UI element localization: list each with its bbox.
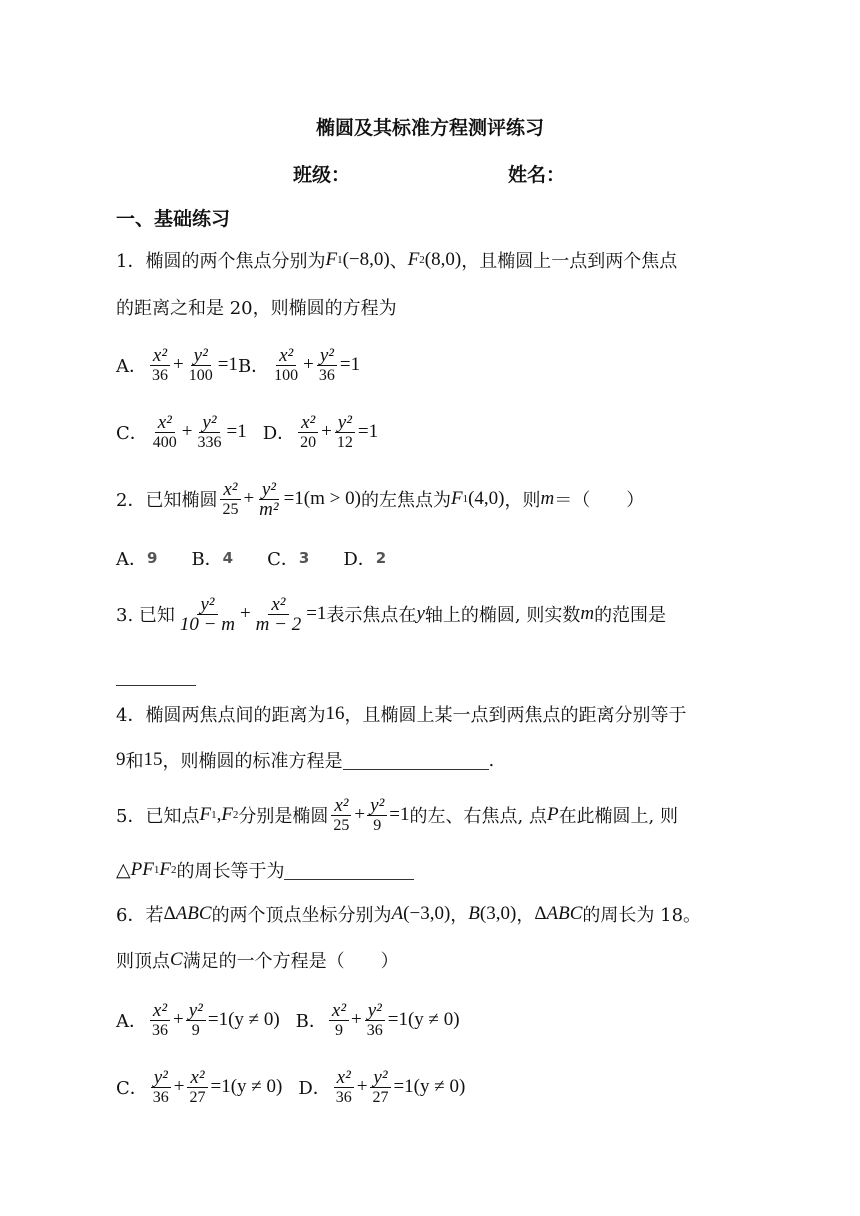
section-title: 一、基础练习 — [116, 208, 231, 230]
question-5-line-1: 5．已知点 F 1 , F 2 分别是椭圆 $\frac{\text{x²}}{25}$ + $\frac{\text{y²}}{9}$ =1 的左、右焦点, 点 P 在此椭圆上, 则 — [116, 794, 679, 834]
q5-pf-sub1: 1 — [153, 864, 160, 876]
q6-c-frac2: $\frac{\text{x²}}{27}$ — [187, 1068, 209, 1107]
q6-d-frac2: $\frac{\text{y²}}{27}$ — [369, 1068, 391, 1107]
q5-f1: F — [199, 804, 212, 825]
q5-f2: F — [221, 804, 233, 825]
q1-b-frac1: $\frac{\text{x²}}{100}$ — [274, 344, 299, 384]
q4-text-c: ，则椭圆的标准方程是 — [162, 751, 343, 772]
q4-and: 和 — [125, 751, 144, 772]
q2-option-d-label: D． — [343, 549, 376, 570]
q1-f2: F — [407, 249, 420, 270]
q5-frac1: $\frac{\text{x²}}{25}$ — [330, 796, 352, 835]
q2-option-b-value: 4 — [222, 549, 234, 567]
q5-f: F — [159, 859, 171, 880]
question-1-line-1 — [116, 240, 677, 280]
q6-options-cd: C． $\frac{\text{y²}}{36}$ + $\frac{\text{x²}}{27}$ =1(y ≠ 0) D． $\frac{\text{x²}}{36}$ + $\frac{\text{y²}}{27}$ =1(y ≠ 0) — [116, 1066, 466, 1106]
q6-d-frac1: $\frac{\text{x²}}{36}$ — [333, 1068, 355, 1107]
q2-text-d: ＝（ ） — [554, 490, 645, 511]
q1-c-frac1: $\frac{\text{x²}}{400}$ — [152, 411, 177, 451]
q6-b-frac2: $\frac{\text{y²}}{36}$ — [364, 1001, 386, 1040]
q1-option-b-label: B． — [237, 356, 270, 377]
q6-b: B — [468, 903, 480, 924]
q5-answer-blank — [284, 861, 414, 880]
question-6-line-1 — [116, 894, 701, 934]
q1-line2: 的距离之和是 20，则椭圆的方程为 — [116, 298, 397, 319]
q6-comma: ， — [450, 905, 469, 926]
q6-abc: ABC — [175, 903, 212, 924]
q2-text: 2．已知椭圆 — [116, 490, 218, 511]
q1-text-b: ，且椭圆上一点到两个焦点 — [461, 251, 678, 272]
q5-triangle: △ — [116, 859, 131, 881]
q1-text: 1．椭圆的两个焦点分别为 — [116, 251, 326, 272]
q3-frac1: $\frac{\text{y²}}{10 - m}$ — [179, 593, 235, 635]
page-title: 椭圆及其标准方程测评练习 — [315, 117, 544, 139]
q4-answer-blank — [343, 751, 489, 770]
q4-n16: 16 — [325, 703, 345, 724]
q3-frac2: $\frac{\text{x²}}{m - 2}$ — [255, 593, 302, 635]
q3-m: m — [580, 603, 595, 624]
q2-options — [116, 538, 386, 578]
q6-option-a-label: A． — [116, 1011, 147, 1032]
q5-text-e: 的周长等于为 — [176, 861, 285, 882]
q2-option-c-value: 3 — [298, 549, 310, 567]
q6-c-frac1: $\frac{\text{y²}}{36}$ — [150, 1068, 172, 1107]
q6-c: C — [170, 949, 183, 970]
question-4-line-2 — [116, 740, 494, 780]
q6-c-rhs: =1(y ≠ 0) — [210, 1076, 283, 1097]
q6-option-c-label: C． — [116, 1078, 148, 1099]
q3-answer-blank-row — [116, 656, 196, 696]
q6-text: 6．若 — [116, 905, 164, 926]
q1-sep: 、 — [389, 251, 408, 272]
q1-f1-sub: 1 — [337, 254, 343, 266]
q5-text-b: 分别是椭圆 — [238, 806, 329, 827]
q6-a-coord: (−3,0) — [403, 903, 451, 924]
q1-options-ab: A． $\frac{\text{x²}}{36}$ + $\frac{\text{y²}}{100}$ =1 B． $\frac{\text{x²}}{100}$ + $\frac{\text{y²}}{36}$ =1 — [116, 344, 361, 384]
q5-f-sub2: 2 — [170, 864, 177, 876]
q4-text: 4．椭圆两焦点间的距离为 — [116, 705, 326, 726]
q6-b-rhs: =1(y ≠ 0) — [387, 1009, 460, 1030]
q2-option-b-label: B． — [191, 549, 223, 570]
q6-a-rhs: =1(y ≠ 0) — [207, 1009, 280, 1030]
question-5-line-2 — [116, 850, 414, 890]
q2-option-a-value: 9 — [147, 549, 158, 567]
q6-b-frac1: $\frac{\text{x²}}{9}$ — [329, 1001, 349, 1040]
q1-d-rhs: =1 — [357, 421, 379, 442]
q6-delta2: Δ — [534, 903, 547, 924]
q1-b-frac2: $\frac{\text{y²}}{36}$ — [316, 346, 338, 385]
q2-frac1: $\frac{\text{x²}}{25}$ — [219, 480, 241, 519]
q6-delta: Δ — [163, 903, 176, 924]
question-3-line: 3. 已知 $\frac{\text{y²}}{10 - m}$ + $\frac{\text{x²}}{m - 2}$ =1 表示焦点在 y 轴上的椭圆, 则实数 m 的范围是 — [116, 593, 667, 635]
q5-text-c: 的左、右焦点, 点 — [409, 806, 547, 827]
question-4-line-1 — [116, 694, 686, 734]
q1-d-frac1: $\frac{\text{x²}}{20}$ — [297, 413, 319, 452]
q4-end: . — [488, 749, 495, 771]
q5-p: P — [546, 804, 559, 825]
q2-text-c: ，则 — [504, 490, 541, 511]
q6-option-b-label: B． — [295, 1011, 327, 1032]
q1-a-frac1: $\frac{\text{x²}}{36}$ — [149, 346, 171, 385]
q2-f1-sub: 1 — [462, 493, 469, 505]
q1-f2-sub: 2 — [419, 254, 425, 266]
q3-text-d: 的范围是 — [594, 605, 667, 626]
student-info-row — [0, 160, 860, 188]
q1-a-rhs: =1 — [217, 354, 238, 375]
q3-rhs: =1 — [306, 603, 327, 624]
q1-c-frac2: $\frac{\text{y²}}{336}$ — [197, 411, 222, 451]
q5-f2-sub: 2 — [232, 809, 239, 821]
q2-option-d-value: 2 — [375, 549, 387, 567]
q3-answer-blank — [116, 667, 196, 686]
q5-text-d: 在此椭圆上, 则 — [558, 806, 679, 827]
q5-frac2: $\frac{\text{y²}}{9}$ — [367, 796, 387, 835]
q6-line2-b: 满足的一个方程是（ ） — [182, 951, 399, 972]
q2-f1-coord: (4,0) — [468, 488, 505, 509]
q4-n15: 15 — [143, 749, 163, 770]
question-1-line-2 — [116, 287, 397, 327]
q3-y: y — [416, 603, 425, 624]
q3-text-b: 表示焦点在 — [326, 605, 417, 626]
q6-a-frac2: $\frac{\text{y²}}{9}$ — [186, 1001, 206, 1040]
q1-f1: F — [325, 249, 338, 270]
q1-options-cd: C． $\frac{\text{x²}}{400}$ + $\frac{\text{y²}}{336}$ =1 D． $\frac{\text{x²}}{20}$ + $\frac{\text{y²}}{12}$ =1 — [116, 411, 379, 451]
q2-option-a-label: A． — [116, 549, 147, 570]
q1-a-frac2: $\frac{\text{y²}}{100}$ — [188, 344, 213, 384]
q6-b-coord: (3,0) — [479, 903, 517, 924]
q4-text-b: ，且椭圆上某一点到两焦点的距离分别等于 — [344, 705, 687, 726]
q6-d-rhs: =1(y ≠ 0) — [393, 1076, 466, 1097]
q5-comma: , — [216, 804, 222, 825]
q6-text-b: 的两个顶点坐标分别为 — [211, 905, 392, 926]
question-6-line-2 — [116, 940, 399, 980]
q6-abc2: ABC — [546, 903, 583, 924]
q1-f1-coord: (−8,0) — [342, 249, 390, 270]
q6-option-d-label: D． — [298, 1078, 331, 1099]
q2-option-c-label: C． — [267, 549, 299, 570]
q6-comma2: ， — [516, 905, 535, 926]
question-2-line: 2．已知椭圆 $\frac{\text{x²}}{25}$ + $\frac{\text{y²}}{\text{m²}}$ =1(m > 0) 的左焦点为 F 1 (4,0) ，则 m ＝（ ） — [116, 478, 645, 520]
class-label: 班级： — [293, 164, 351, 186]
q3-text-c: 轴上的椭圆, 则实数 — [424, 605, 581, 626]
q1-option-c-label: C． — [116, 423, 148, 444]
q4-n9: 9 — [116, 749, 126, 770]
q6-line2-a: 则顶点 — [116, 951, 170, 972]
q1-b-rhs: =1 — [339, 354, 361, 375]
q2-text-b: 的左焦点为 — [360, 490, 451, 511]
q2-f1: F — [450, 488, 463, 509]
q6-text-c: 的周长为 18。 — [582, 905, 702, 926]
q5-rhs: =1 — [389, 804, 410, 825]
q1-option-a-label: A． — [116, 356, 147, 377]
q2-rhs: =1(m > 0) — [283, 488, 361, 509]
q1-d-frac2: $\frac{\text{y²}}{12}$ — [334, 413, 356, 452]
q5-pf: PF — [130, 859, 154, 880]
q5-text: 5．已知点 — [116, 806, 200, 827]
q6-a-frac1: $\frac{\text{x²}}{36}$ — [149, 1001, 171, 1040]
q6-a: A — [391, 903, 404, 924]
q5-f1-sub: 1 — [211, 809, 217, 821]
q2-m: m — [540, 488, 555, 509]
q6-options-ab: A． $\frac{\text{x²}}{36}$ + $\frac{\text{y²}}{9}$ =1(y ≠ 0) B． $\frac{\text{x²}}{9}$ + $\frac{\text{y²}}{36}$ =1(y ≠ 0) — [116, 999, 460, 1039]
q2-frac2: $\frac{\text{y²}}{\text{m²}}$ — [259, 478, 279, 520]
q3-text: 3. 已知 — [116, 605, 175, 626]
name-label: 姓名： — [508, 164, 566, 186]
q1-option-d-label: D． — [262, 423, 296, 444]
q1-c-rhs: =1 — [226, 421, 247, 442]
q1-f2-coord: (8,0) — [424, 249, 462, 270]
